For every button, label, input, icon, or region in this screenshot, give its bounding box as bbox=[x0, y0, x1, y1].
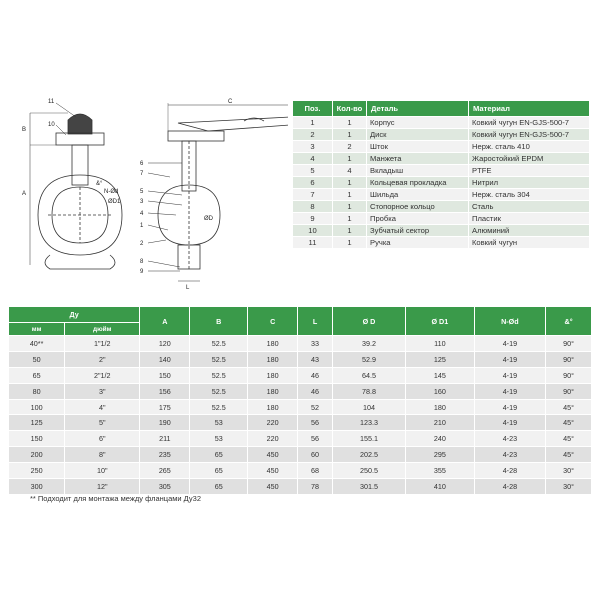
parts-cell-part: Стопорное кольцо bbox=[367, 201, 469, 213]
dims-cell-od: 301.5 bbox=[332, 479, 405, 495]
parts-cell-part: Вкладыш bbox=[367, 165, 469, 177]
dims-table-row bbox=[9, 415, 592, 431]
dims-cell-inch: 2" bbox=[65, 351, 140, 367]
dims-cell-od1: 125 bbox=[406, 351, 475, 367]
parts-table-header-row bbox=[293, 101, 590, 117]
dims-cell-b: 52.5 bbox=[190, 367, 248, 383]
dims-cell-od1: 240 bbox=[406, 431, 475, 447]
front-gear-plate bbox=[56, 133, 104, 145]
parts-cell-qty: 1 bbox=[333, 177, 367, 189]
dims-col-a: A bbox=[140, 307, 190, 336]
parts-cell-material: Ковкий чугун EN-GJS-500-7 bbox=[469, 129, 590, 141]
dims-cell-inch: 5" bbox=[65, 415, 140, 431]
dims-cell-b: 52.5 bbox=[190, 383, 248, 399]
dims-table-row bbox=[9, 399, 592, 415]
dims-table-row bbox=[9, 367, 592, 383]
parts-cell-part: Шток bbox=[367, 141, 469, 153]
dims-cell-angle: 45° bbox=[546, 431, 592, 447]
parts-cell-material: Нерж. сталь 304 bbox=[469, 189, 590, 201]
dims-cell-mm: 80 bbox=[9, 383, 65, 399]
dims-col-n-od: N-Ød bbox=[474, 307, 546, 336]
dims-cell-angle: 45° bbox=[546, 399, 592, 415]
parts-cell-material: Нерж. сталь 410 bbox=[469, 141, 590, 153]
dim-label-angle: &° bbox=[96, 181, 103, 187]
dims-cell-n-od: 4-23 bbox=[474, 447, 546, 463]
front-bottom-lugs bbox=[45, 255, 115, 269]
parts-table-row bbox=[293, 117, 590, 129]
dims-col-l: L bbox=[298, 307, 333, 336]
side-gear-sector bbox=[168, 131, 224, 141]
parts-cell-part: Диск bbox=[367, 129, 469, 141]
parts-cell-material: Жаростойкий EPDM bbox=[469, 153, 590, 165]
dims-cell-mm: 300 bbox=[9, 479, 65, 495]
dims-cell-a: 120 bbox=[140, 336, 190, 352]
parts-cell-qty: 2 bbox=[333, 141, 367, 153]
dims-cell-od1: 160 bbox=[406, 383, 475, 399]
parts-cell-pos: 5 bbox=[293, 165, 333, 177]
dims-cell-c: 450 bbox=[248, 447, 298, 463]
callout-6: 6 bbox=[140, 161, 144, 167]
dims-cell-mm: 65 bbox=[9, 367, 65, 383]
callout-1: 1 bbox=[140, 223, 144, 229]
dims-table-row bbox=[9, 351, 592, 367]
parts-table bbox=[292, 100, 590, 249]
dims-cell-a: 235 bbox=[140, 447, 190, 463]
parts-cell-material: PTFE bbox=[469, 165, 590, 177]
dims-table-row bbox=[9, 447, 592, 463]
parts-cell-qty: 1 bbox=[333, 117, 367, 129]
dims-cell-b: 65 bbox=[190, 447, 248, 463]
dims-cell-mm: 40** bbox=[9, 336, 65, 352]
dims-cell-a: 156 bbox=[140, 383, 190, 399]
dims-cell-angle: 90° bbox=[546, 367, 592, 383]
dims-cell-n-od: 4-19 bbox=[474, 367, 546, 383]
parts-cell-qty: 1 bbox=[333, 201, 367, 213]
dims-cell-l: 33 bbox=[298, 336, 333, 352]
parts-cell-qty: 1 bbox=[333, 213, 367, 225]
dims-cell-a: 190 bbox=[140, 415, 190, 431]
parts-cell-part: Манжета bbox=[367, 153, 469, 165]
side-handle-lever bbox=[178, 117, 288, 131]
dims-col-inch: дюйм bbox=[65, 323, 140, 336]
dims-cell-od1: 145 bbox=[406, 367, 475, 383]
parts-cell-pos: 6 bbox=[293, 177, 333, 189]
parts-cell-pos: 7 bbox=[293, 189, 333, 201]
front-handle-shape bbox=[68, 114, 92, 134]
dims-cell-l: 43 bbox=[298, 351, 333, 367]
dims-col-c: C bbox=[248, 307, 298, 336]
dims-cell-c: 450 bbox=[248, 479, 298, 495]
dims-cell-l: 56 bbox=[298, 431, 333, 447]
dims-cell-od: 123.3 bbox=[332, 415, 405, 431]
dims-cell-mm: 150 bbox=[9, 431, 65, 447]
callout-3: 3 bbox=[140, 199, 144, 205]
dims-cell-c: 180 bbox=[248, 336, 298, 352]
dims-cell-c: 220 bbox=[248, 415, 298, 431]
parts-cell-material: Пластик bbox=[469, 213, 590, 225]
dims-cell-a: 175 bbox=[140, 399, 190, 415]
parts-cell-material: Ковкий чугун bbox=[469, 237, 590, 249]
parts-cell-pos: 1 bbox=[293, 117, 333, 129]
dims-cell-c: 220 bbox=[248, 431, 298, 447]
dims-cell-a: 265 bbox=[140, 463, 190, 479]
parts-table-row bbox=[293, 129, 590, 141]
parts-cell-material: Сталь bbox=[469, 201, 590, 213]
dim-label-l: L bbox=[186, 285, 190, 291]
dims-col-angle: &° bbox=[546, 307, 592, 336]
parts-col-qty: Кол-во bbox=[333, 101, 367, 117]
valve-drawing-svg bbox=[8, 95, 288, 300]
dims-cell-l: 46 bbox=[298, 383, 333, 399]
dims-table-row bbox=[9, 463, 592, 479]
dims-table-row bbox=[9, 383, 592, 399]
parts-table-body bbox=[293, 117, 590, 249]
parts-cell-pos: 2 bbox=[293, 129, 333, 141]
dims-cell-c: 180 bbox=[248, 383, 298, 399]
dims-cell-b: 53 bbox=[190, 415, 248, 431]
dims-cell-od: 202.5 bbox=[332, 447, 405, 463]
parts-cell-pos: 9 bbox=[293, 213, 333, 225]
dims-cell-l: 68 bbox=[298, 463, 333, 479]
dims-table-row bbox=[9, 479, 592, 495]
dim-label-n-od: N-Ød bbox=[104, 189, 119, 195]
parts-cell-part: Зубчатый сектор bbox=[367, 225, 469, 237]
dims-cell-c: 180 bbox=[248, 367, 298, 383]
dims-cell-n-od: 4-23 bbox=[474, 431, 546, 447]
parts-table-row bbox=[293, 177, 590, 189]
parts-cell-qty: 1 bbox=[333, 153, 367, 165]
parts-cell-part: Ручка bbox=[367, 237, 469, 249]
dim-label-a: A bbox=[22, 191, 27, 197]
parts-cell-material: Ковкий чугун EN-GJS-500-7 bbox=[469, 117, 590, 129]
parts-cell-qty: 1 bbox=[333, 225, 367, 237]
dims-cell-od1: 210 bbox=[406, 415, 475, 431]
dims-cell-n-od: 4-19 bbox=[474, 399, 546, 415]
dims-cell-inch: 1"1/2 bbox=[65, 336, 140, 352]
valve-drawing bbox=[8, 95, 288, 300]
callout-10: 10 bbox=[48, 122, 55, 128]
front-neck bbox=[72, 145, 88, 185]
parts-cell-qty: 1 bbox=[333, 129, 367, 141]
dims-table-row bbox=[9, 336, 592, 352]
dims-col-od: Ø D bbox=[332, 307, 405, 336]
parts-table-row bbox=[293, 141, 590, 153]
dims-cell-b: 65 bbox=[190, 479, 248, 495]
dims-cell-n-od: 4-19 bbox=[474, 383, 546, 399]
parts-cell-material: Алюминий bbox=[469, 225, 590, 237]
dims-cell-l: 56 bbox=[298, 415, 333, 431]
dims-cell-c: 450 bbox=[248, 463, 298, 479]
parts-cell-pos: 8 bbox=[293, 201, 333, 213]
parts-table-row bbox=[293, 189, 590, 201]
parts-cell-part: Пробка bbox=[367, 213, 469, 225]
dims-cell-od: 104 bbox=[332, 399, 405, 415]
dims-cell-a: 140 bbox=[140, 351, 190, 367]
parts-cell-qty: 1 bbox=[333, 237, 367, 249]
dims-cell-inch: 8" bbox=[65, 447, 140, 463]
parts-table-row bbox=[293, 213, 590, 225]
parts-cell-qty: 1 bbox=[333, 189, 367, 201]
dims-col-mm: мм bbox=[9, 323, 65, 336]
dims-cell-inch: 6" bbox=[65, 431, 140, 447]
parts-table-row bbox=[293, 237, 590, 249]
parts-cell-pos: 3 bbox=[293, 141, 333, 153]
dims-cell-n-od: 4-19 bbox=[474, 351, 546, 367]
dims-cell-inch: 10" bbox=[65, 463, 140, 479]
parts-table-row bbox=[293, 165, 590, 177]
dims-cell-od1: 180 bbox=[406, 399, 475, 415]
parts-cell-part: Корпус bbox=[367, 117, 469, 129]
dims-cell-b: 53 bbox=[190, 431, 248, 447]
parts-table-row bbox=[293, 201, 590, 213]
dims-cell-n-od: 4-19 bbox=[474, 336, 546, 352]
dims-cell-od1: 110 bbox=[406, 336, 475, 352]
callout-7: 7 bbox=[140, 171, 144, 177]
dims-cell-angle: 45° bbox=[546, 447, 592, 463]
callout-4: 4 bbox=[140, 211, 144, 217]
dims-cell-b: 52.5 bbox=[190, 399, 248, 415]
parts-col-pos: Поз. bbox=[293, 101, 333, 117]
dims-cell-l: 60 bbox=[298, 447, 333, 463]
dim-label-b: B bbox=[22, 127, 27, 133]
callout-2: 2 bbox=[140, 241, 144, 247]
dims-cell-angle: 30° bbox=[546, 463, 592, 479]
dims-cell-n-od: 4-28 bbox=[474, 463, 546, 479]
dimensions-table bbox=[8, 306, 592, 495]
dims-cell-b: 52.5 bbox=[190, 336, 248, 352]
dims-cell-mm: 125 bbox=[9, 415, 65, 431]
dims-cell-l: 78 bbox=[298, 479, 333, 495]
dims-cell-a: 150 bbox=[140, 367, 190, 383]
parts-cell-pos: 10 bbox=[293, 225, 333, 237]
dims-cell-od1: 295 bbox=[406, 447, 475, 463]
dims-cell-inch: 3" bbox=[65, 383, 140, 399]
dims-cell-b: 65 bbox=[190, 463, 248, 479]
dims-cell-c: 180 bbox=[248, 351, 298, 367]
dims-cell-od: 52.9 bbox=[332, 351, 405, 367]
dim-label-od1: ØD1 bbox=[108, 199, 121, 205]
dims-cell-od1: 355 bbox=[406, 463, 475, 479]
parts-col-material: Материал bbox=[469, 101, 590, 117]
dims-cell-n-od: 4-28 bbox=[474, 479, 546, 495]
parts-cell-part: Кольцевая прокладка bbox=[367, 177, 469, 189]
dim-label-od: ØD bbox=[204, 216, 213, 222]
footnote: ** Подходит для монтажа между фланцами Ду32 bbox=[30, 494, 202, 503]
parts-cell-qty: 4 bbox=[333, 165, 367, 177]
dims-cell-inch: 2"1/2 bbox=[65, 367, 140, 383]
dims-header-row bbox=[9, 307, 592, 323]
dims-cell-od: 78.8 bbox=[332, 383, 405, 399]
callout-8: 8 bbox=[140, 259, 144, 265]
dims-cell-c: 180 bbox=[248, 399, 298, 415]
dims-table-row bbox=[9, 431, 592, 447]
dims-cell-b: 52.5 bbox=[190, 351, 248, 367]
parts-table-row bbox=[293, 225, 590, 237]
parts-cell-pos: 4 bbox=[293, 153, 333, 165]
dims-cell-a: 211 bbox=[140, 431, 190, 447]
dims-cell-l: 52 bbox=[298, 399, 333, 415]
parts-cell-part: Шильда bbox=[367, 189, 469, 201]
dims-cell-mm: 200 bbox=[9, 447, 65, 463]
dims-table-body bbox=[9, 336, 592, 495]
dims-cell-a: 305 bbox=[140, 479, 190, 495]
callout-11: 11 bbox=[48, 99, 55, 105]
dims-cell-mm: 100 bbox=[9, 399, 65, 415]
callout-5: 5 bbox=[140, 189, 144, 195]
dim-label-c: C bbox=[228, 99, 233, 105]
parts-col-part: Деталь bbox=[367, 101, 469, 117]
dims-cell-mm: 50 bbox=[9, 351, 65, 367]
dims-cell-l: 46 bbox=[298, 367, 333, 383]
dims-col-du: Ду bbox=[9, 307, 140, 323]
dims-cell-n-od: 4-19 bbox=[474, 415, 546, 431]
dims-cell-angle: 90° bbox=[546, 351, 592, 367]
dims-col-b: B bbox=[190, 307, 248, 336]
parts-cell-pos: 11 bbox=[293, 237, 333, 249]
dims-cell-od1: 410 bbox=[406, 479, 475, 495]
dims-cell-angle: 45° bbox=[546, 415, 592, 431]
dims-cell-od: 64.5 bbox=[332, 367, 405, 383]
dims-cell-angle: 90° bbox=[546, 336, 592, 352]
dims-cell-od: 155.1 bbox=[332, 431, 405, 447]
dims-cell-od: 39.2 bbox=[332, 336, 405, 352]
parts-cell-material: Нитрил bbox=[469, 177, 590, 189]
dims-cell-angle: 90° bbox=[546, 383, 592, 399]
dims-col-od1: Ø D1 bbox=[406, 307, 475, 336]
dims-cell-mm: 250 bbox=[9, 463, 65, 479]
dims-cell-inch: 12" bbox=[65, 479, 140, 495]
dims-cell-angle: 30° bbox=[546, 479, 592, 495]
dims-cell-od: 250.5 bbox=[332, 463, 405, 479]
dims-cell-inch: 4" bbox=[65, 399, 140, 415]
parts-table-row bbox=[293, 153, 590, 165]
callout-9: 9 bbox=[140, 269, 144, 275]
